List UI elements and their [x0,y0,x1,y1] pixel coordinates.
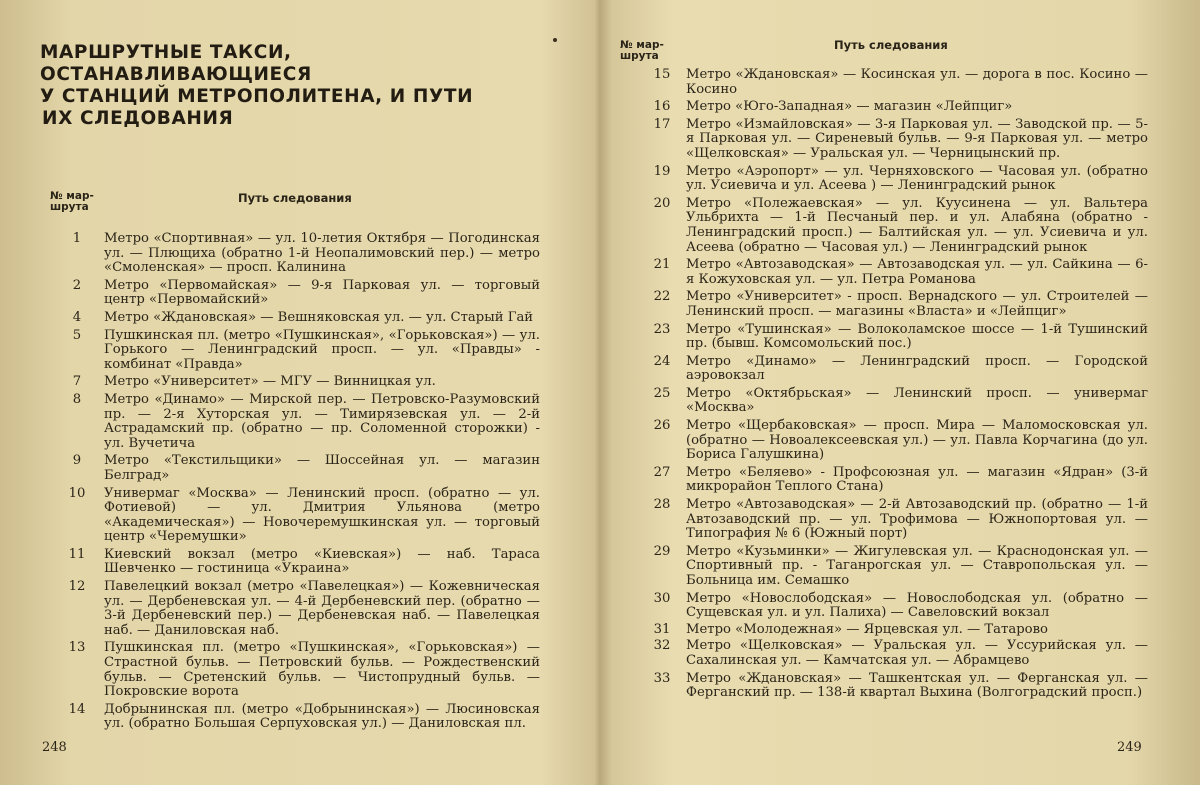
route-path: Метро «Ждановская» — Вешняковская ул. — ул. Старый Гай [104,309,534,325]
route-path: Метро «Щербаковская» — просп. Мира — Маломосковская ул. (обратно — Новоалексеевская ул.) — ул. Павла Корчагина (до ул. Бориса Галушкина) [686,418,1148,463]
route-entry [638,639,1148,668]
route-entry [50,580,540,638]
route-entry [50,329,540,373]
route-path: Метро «Полежаевская» — ул. Куусинена — ул. Вальтера Ульбрихта — 1-й Песчаный пер. и ул. Алабяна (обратно - Ленинградский просп.) — Балтийская ул. — ул. Усиевича и ул. Асеева (обратно — Часовая ул.) — Ленинградский рынок [686,195,1148,255]
route-entry [638,387,1148,416]
route-number: 33 [653,670,671,686]
route-path: Метро «Тушинская» — Волоколамское шоссе — 1-й Тушинский пр. (бывш. Комсомольский пос.) [686,321,1148,352]
route-entry [50,393,540,451]
route-entry [638,592,1148,621]
route-entry [638,100,1148,115]
route-number: 15 [653,67,671,82]
route-entry [50,641,540,699]
route-path: Метро «Новослободская» — Новослободская ул. (обратно — Сущевская ул. и ул. Палиха) — Савеловский вокзал [686,590,1148,621]
column-header-route-number-line-2: шрута [50,201,89,213]
route-entry [638,545,1148,589]
route-path: Метро «Измайловская» — 3-я Парковая ул. — Заводской пр. — 5-я Парковая ул. — Сиреневый бульв. — 9-я Парковая ул. — метро «Щелковская» — Уральская ул. — Черницынский пр. [686,116,1148,161]
page-number: 248 [42,740,67,755]
route-number: 7 [72,374,82,390]
route-entry [50,232,540,276]
route-number: 25 [653,385,671,401]
route-number: 16 [653,99,671,115]
route-number: 13 [68,640,86,656]
route-path: Метро «Беляево» - Профсоюзная ул. — магазин «Ядран» (3-й микрорайон Теплого Стана) [686,464,1148,495]
route-number: 1 [72,231,82,246]
route-entry [638,672,1148,701]
route-list [638,68,1148,701]
print-speck [553,38,557,42]
route-number: 9 [72,453,82,469]
route-entry [638,118,1148,162]
column-header-route-number-line-2: шрута [620,50,659,62]
route-number: 2 [72,277,82,293]
route-number: 28 [653,497,671,513]
route-path: Метро «Спортивная» — ул. 10-летия Октября — Погодинская ул. — Плющиха (обратно 1-й Неопалимовский пер.) — метро «Смоленская» — просп. Калинина [104,231,540,276]
route-number: 31 [653,621,671,637]
route-path: Киевский вокзал (метро «Киевская») — наб. Тараса Шевченко — гостиница «Украина» [104,546,540,577]
page-heading [40,42,520,130]
column-header-path: Путь следования [834,38,948,52]
route-entry [50,279,540,308]
heading-line-2: У СТАНЦИЙ МЕТРОПОЛИТЕНА, И ПУТИ [40,86,474,107]
route-entry [638,68,1148,97]
column-header-route-number [620,40,664,62]
route-path: Метро «Автозаводская» — 2-й Автозаводский пр. (обратно — 1-й Автозаводский пр. — ул. Трофимова — Южнопортовая ул. — Типография № 6 (Южный порт) [686,497,1148,542]
route-number: 8 [72,391,82,407]
route-entry [50,311,540,326]
heading-line-1: МАРШРУТНЫЕ ТАКСИ, ОСТАНАВЛИВАЮЩИЕСЯ [40,42,312,85]
route-path: Павелецкий вокзал (метро «Павелецкая») — Кожевническая ул. — Дербеневская ул. — 4-й Дербеневский пер. (обратно — 3-й Дербеневский пер.) — Дербеневская наб. — Павелецкая наб. — Даниловская наб. [104,579,540,638]
route-path: Метро «Динамо» — Мирской пер. — Петровско-Разумовский пр. — 2-я Хуторская ул. — Тимирязевская ул. — 2-й Астрадамский пр. (обратно — пр. Соломенной сторожки) - ул. Вучетича [104,391,540,451]
route-path: Метро «Щелковская» — Уральская ул. — Уссурийская ул. — Сахалинская ул. — Камчатская ул. — Абрамцево [686,638,1148,668]
route-number: 29 [653,543,671,559]
route-path: Пушкинская пл. (метро «Пушкинская», «Горьковская») — Страстной бульв. — Петровский бульв. — Рождественский бульв. — Сретенский бульв. — Чистопрудный бульв. — Покровские ворота [104,640,540,700]
route-number: 12 [68,579,86,595]
route-path: Метро «Молодежная» — Ярцевская ул. — Татарово [686,621,1048,637]
route-number: 19 [653,163,671,179]
route-path: Добрынинская пл. (метро «Добрынинская») — Люсиновская ул. (обратно Большая Серпуховская ул.) — Даниловская пл. [104,701,540,732]
route-path: Метро «Автозаводская» — Автозаводская ул. — ул. Сайкина — 6-я Кожуховская ул. — ул. Петра Романова [686,257,1148,287]
route-entry [638,623,1148,638]
route-number: 24 [653,353,671,369]
route-number: 26 [653,418,671,434]
route-path: Метро «Ждановская» — Косинская ул. — дорога в пос. Косино — Косино [686,67,1148,97]
route-path: Метро «Кузьминки» — Жигулевская ул. — Краснодонская ул. — Спортивный пр. - Таганрогская ул. — Ставропольская ул. — Больница им. Семашко [686,543,1148,588]
route-entry [638,290,1148,319]
route-entry [638,466,1148,495]
route-number: 4 [72,309,82,325]
route-entry [638,355,1148,384]
route-number: 11 [68,546,86,562]
route-entry [638,197,1148,255]
route-entry [638,323,1148,352]
route-path: Метро «Первомайская» — 9-я Парковая ул. — торговый центр «Первомайский» [104,277,540,308]
route-path: Метро «Ждановская» — Ташкентская ул. — Ферганская ул. — Ферганский пр. — 138-й квартал Выхина (Волгоградский просп.) [686,670,1148,701]
route-number: 20 [653,195,671,211]
route-path: Пушкинская пл. (метро «Пушкинская», «Горьковская») — ул. Горького — Ленинградский просп. — ул. «Правды» - комбинат «Правда» [104,327,540,372]
right-page [600,0,1200,785]
route-path: Метро «Университет» — МГУ — Винницкая ул. [104,374,436,390]
route-number: 23 [653,321,671,337]
page-number: 249 [1117,740,1142,755]
column-header-path: Путь следования [238,191,352,205]
route-entry [50,375,540,390]
route-path: Метро «Динамо» — Ленинградский просп. — Городской аэровокзал [686,353,1148,384]
heading-line-3: ИХ СЛЕДОВАНИЯ [42,108,234,129]
route-path: Метро «Университет» - просп. Вернадского — ул. Строителей — Ленинский просп. — магазины «Власта» и «Лейпциг» [686,289,1148,319]
column-header-route-number-line-1: № мар- [620,39,664,51]
route-path: Универмаг «Москва» — Ленинский просп. (обратно — ул. Фотиевой) — ул. Дмитрия Ульянова (метро «Академическая») — Новочеремушкинская ул. — торговый центр «Черемушки» [104,485,540,545]
route-number: 27 [653,464,671,480]
route-number: 30 [653,590,671,606]
route-number: 21 [653,257,671,273]
route-entry [638,165,1148,194]
route-path: Метро «Октябрьская» — Ленинский просп. — универмаг «Москва» [686,385,1148,416]
column-header-route-number [50,191,94,213]
route-number: 22 [653,289,671,305]
route-number: 5 [72,327,82,343]
route-path: Метро «Аэропорт» — ул. Черняховского — Часовая ул. (обратно ул. Усиевича и ул. Асеева ) — Ленинградский рынок [686,163,1148,194]
route-entry [50,548,540,577]
route-entry [638,258,1148,287]
route-number: 17 [653,116,671,132]
route-entry [50,454,540,483]
route-path: Метро «Текстильщики» — Шоссейная ул. — магазин Белград» [104,453,540,483]
route-number: 32 [653,638,671,654]
route-number: 14 [68,701,86,717]
route-entry [50,487,540,545]
route-list [50,232,540,732]
column-header-route-number-line-1: № мар- [50,190,94,202]
route-path: Метро «Юго-Западная» — магазин «Лейпциг» [686,99,1013,115]
route-number: 10 [68,485,86,501]
route-entry [638,419,1148,463]
route-entry [638,498,1148,542]
route-entry [50,703,540,732]
